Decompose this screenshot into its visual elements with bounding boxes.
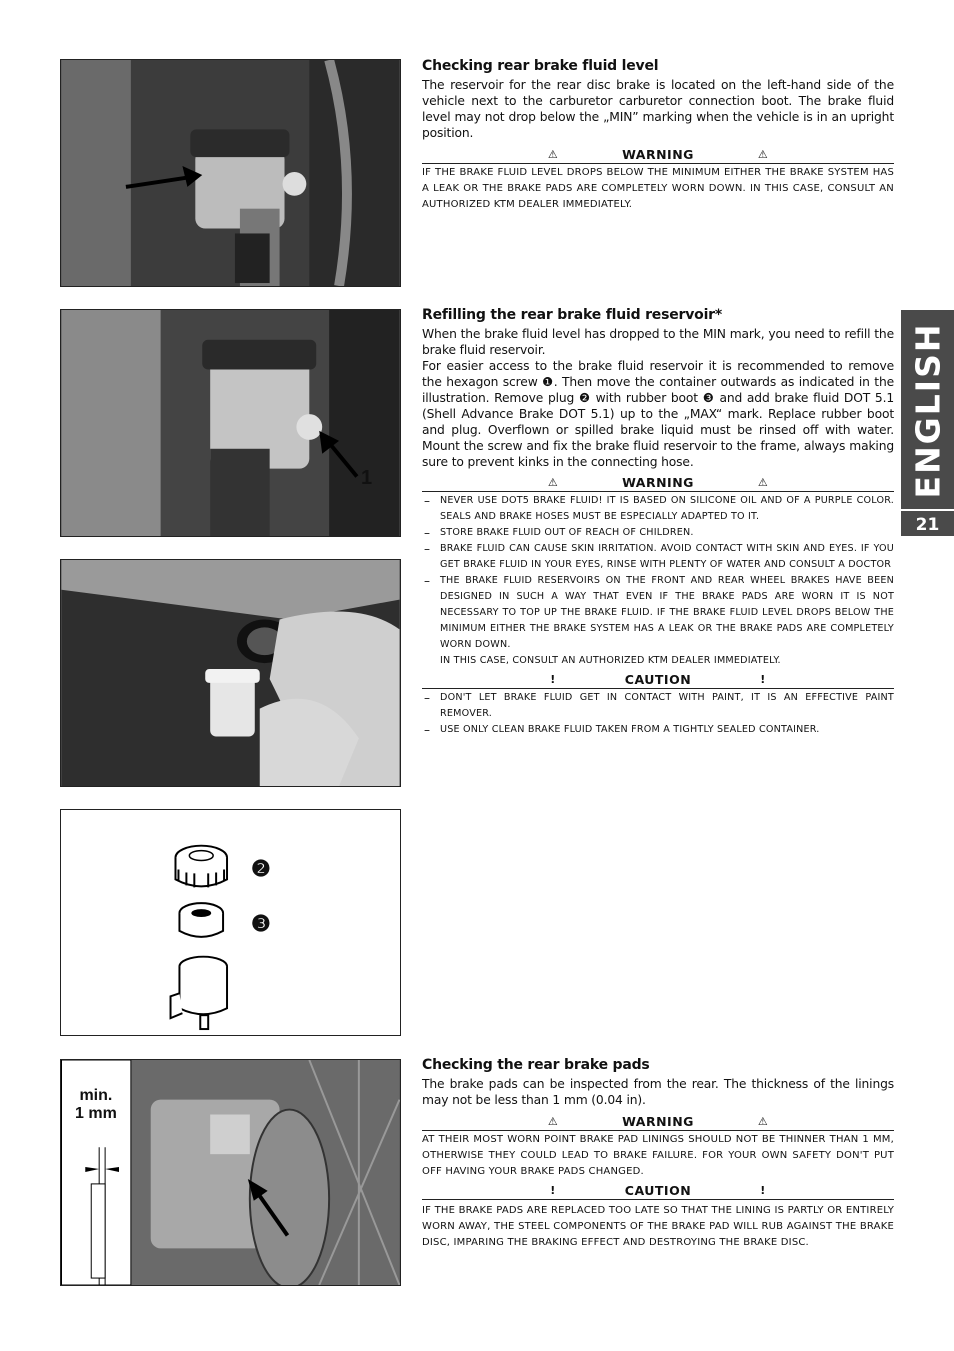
warning-text: AT THEIR MOST WORN POINT BRAKE PAD LININGS SHOULD NOT BE THINNER THAN 1 MM, OTHERWISE THEY COULD LEAD TO BRAKE FAILURE. FOR YOUR OWN SAFETY DON'T PUT OFF HAVING YOUR BRAKE PADS CHANGED. bbox=[422, 1134, 894, 1177]
section-level bbox=[422, 58, 894, 213]
reservoir-photo-art bbox=[61, 60, 400, 286]
section-title: Checking rear brake fluid level bbox=[422, 58, 659, 74]
caution-label: CAUTION bbox=[624, 672, 692, 687]
caution-label: CAUTION bbox=[624, 1183, 692, 1198]
callout-plug: ❷ bbox=[251, 856, 271, 881]
warning-bar bbox=[422, 474, 894, 492]
section-title: Refilling the rear brake fluid reservoir* bbox=[422, 307, 723, 323]
callout-boot: ❸ bbox=[251, 911, 271, 936]
section-body: The reservoir for the rear disc brake is located on the left-hand side of the vehicle next to the carburetor carburetor connection boot. The brake fluid level may not drop below the „MIN” marking when the vehicle is in an upright position. bbox=[422, 78, 894, 140]
warning-label: WARNING bbox=[622, 1114, 694, 1129]
warning-list bbox=[422, 493, 894, 653]
warning-icon: ⚠ bbox=[757, 476, 769, 489]
parts-diagram-art bbox=[61, 810, 400, 1035]
list-item: – STORE BRAKE FLUID OUT OF REACH OF CHILDREN. bbox=[422, 525, 894, 541]
list-item: – BRAKE FLUID CAN CAUSE SKIN IRRITATION. AVOID CONTACT WITH SKIN AND EYES. IF YOU GET BRAKE FLUID IN YOUR EYES, RINSE WITH PLENTY OF WATER AND CONSULT A DOCTOR bbox=[422, 541, 894, 573]
parts-diagram bbox=[60, 809, 401, 1036]
language-tab bbox=[901, 310, 954, 536]
warning-icon: ⚠ bbox=[547, 476, 559, 489]
list-item: – DON'T LET BRAKE FLUID GET IN CONTACT WITH PAINT, IT IS AN EFFECTIVE PAINT REMOVER. bbox=[422, 690, 894, 722]
section-body: When the brake fluid level has dropped to the MIN mark, you need to refill the brake fluid reservoir. For easier access to the brake fluid reservoir it is recommended to remove the hexagon screw ❶. Then move the container outwards as indicated in the illustration. Remove plug ❷ with rubber boot ❸ and add brake fluid DOT 5.1 (Shell Advance Brake DOT 5.1) up to the „MAX“ mark. Replace rubber boot and plug. Overflown or spilled brake liquid must be rinsed off with water. Mount the screw and fix the brake fluid reservoir to the frame, always making sure to prevent kinks in the connecting hose. bbox=[422, 327, 894, 469]
warning-label: WARNING bbox=[622, 475, 694, 490]
min-label bbox=[75, 1087, 117, 1123]
caution-list bbox=[422, 690, 894, 738]
caution-bar bbox=[422, 671, 894, 689]
warning-tail: IN THIS CASE, CONSULT AN AUTHORIZED KTM DEALER IMMEDIATELY. bbox=[440, 655, 781, 666]
min-label-line2: 1 mm bbox=[75, 1105, 117, 1122]
caution-bar bbox=[422, 1182, 894, 1200]
reservoir-photo bbox=[60, 59, 401, 287]
caution-icon: ! bbox=[550, 1184, 556, 1197]
warning-label: WARNING bbox=[622, 147, 694, 162]
warning-icon: ⚠ bbox=[757, 1115, 769, 1128]
section-pads bbox=[422, 1057, 894, 1251]
section-title: Checking the rear brake pads bbox=[422, 1057, 650, 1073]
callout-screw: 1 bbox=[361, 467, 373, 489]
caution-icon: ! bbox=[760, 1184, 766, 1197]
list-item: – NEVER USE DOT5 BRAKE FLUID! IT IS BASED ON SILICONE OIL AND OF A PURPLE COLOR. SEALS AND BRAKE HOSES MUST BE ESPECIALLY ADAPTED TO IT. bbox=[422, 493, 894, 525]
reservoir-screw-photo-art bbox=[61, 310, 400, 536]
list-item: – USE ONLY CLEAN BRAKE FLUID TAKEN FROM A TIGHTLY SEALED CONTAINER. bbox=[422, 722, 894, 738]
reservoir-screw-photo bbox=[60, 309, 401, 537]
min-label-line1: min. bbox=[79, 1087, 113, 1104]
section-body: The brake pads can be inspected from the rear. The thickness of the linings may not be less than 1 mm (0.04 in). bbox=[422, 1077, 894, 1107]
warning-bar bbox=[422, 146, 894, 164]
section-refill bbox=[422, 307, 894, 738]
caution-icon: ! bbox=[550, 673, 556, 686]
page-number: 21 bbox=[901, 509, 954, 538]
hands-photo bbox=[60, 559, 401, 787]
warning-icon: ⚠ bbox=[547, 148, 559, 161]
caution-text: IF THE BRAKE PADS ARE REPLACED TOO LATE SO THAT THE LINING IS PARTLY OR ENTIRELY WORN AWAY, THE STEEL COMPONENTS OF THE BRAKE PAD WILL RUB AGAINST THE BRAKE DISC, IMPARING THE BRAKING EFFECT AND DESTROYING THE BRAKE DISC. bbox=[422, 1205, 894, 1248]
warning-text: IF THE BRAKE FLUID LEVEL DROPS BELOW THE MINIMUM EITHER THE BRAKE SYSTEM HAS A LEAK OR THE BRAKE PADS ARE COMPLETELY WORN DOWN. IN THIS CASE, CONSULT AN AUTHORIZED KTM DEALER IMMEDIATELY. bbox=[422, 167, 894, 210]
warning-bar bbox=[422, 1113, 894, 1131]
list-item: – THE BRAKE FLUID RESERVOIRS ON THE FRONT AND REAR WHEEL BRAKES HAVE BEEN DESIGNED IN SUCH A WAY THAT EVEN IF THE BRAKE PADS ARE WORN IT IS NOT NECESSARY TO TOP UP THE BRAKE FLUID. IF THE BRAKE FLUID LEVEL DROPS BELOW THE MINIMUM EITHER THE BRAKE SYSTEM HAS A LEAK OR THE BRAKE PADS ARE COMPLETELY WORN DOWN. bbox=[422, 573, 894, 653]
warning-icon: ⚠ bbox=[547, 1115, 559, 1128]
caution-icon: ! bbox=[760, 673, 766, 686]
warning-icon: ⚠ bbox=[757, 148, 769, 161]
brake-pads-photo bbox=[60, 1059, 401, 1286]
language-label: ENGLISH bbox=[908, 322, 948, 498]
hands-photo-art bbox=[61, 560, 400, 786]
